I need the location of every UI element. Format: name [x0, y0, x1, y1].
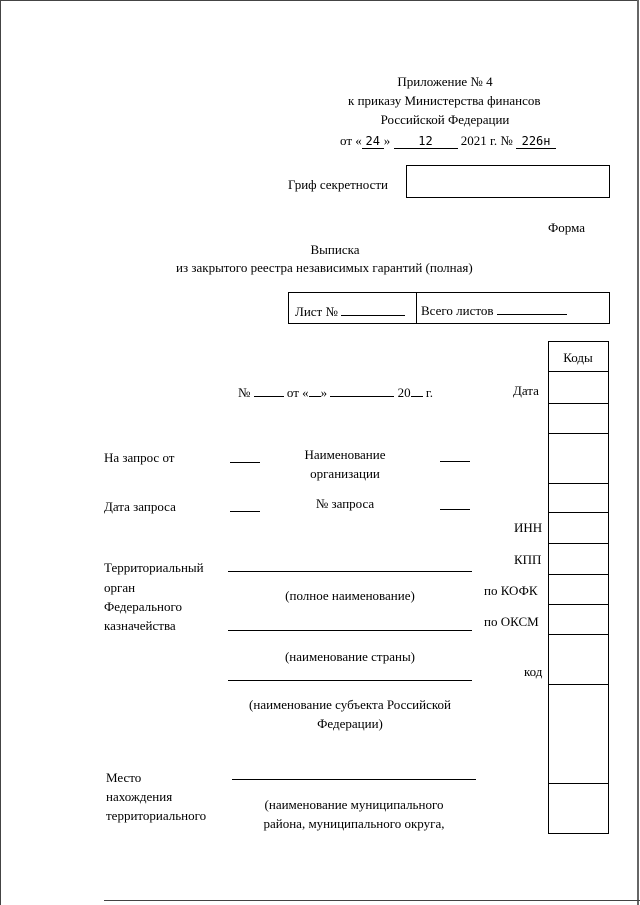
code-cell-divider [548, 574, 608, 575]
order-day: 24 [362, 135, 384, 149]
country-name-field[interactable] [228, 680, 472, 681]
org-name-field[interactable] [440, 461, 470, 462]
hint-subject-1: (наименование субъекта Российской [249, 697, 451, 712]
code-cell-divider [548, 543, 608, 544]
label-oksm: по ОКСМ [484, 614, 539, 629]
order-month: 12 [394, 135, 458, 149]
label-location-1: Место [106, 770, 142, 785]
label-territorial-4: казначейства [104, 618, 176, 633]
label-kod: код [524, 664, 543, 679]
page-border-top [0, 0, 639, 1]
sheet-divider [416, 292, 417, 324]
doc-title: Выписка [310, 242, 360, 257]
label-territorial-3: Федерального [104, 599, 183, 614]
label-okfk: по КОФК [484, 583, 538, 598]
label-org-name-1: Наименование [304, 447, 386, 462]
code-cell-divider [548, 483, 608, 484]
secrecy-label: Гриф секретности [288, 177, 388, 192]
code-cell-divider [548, 684, 608, 685]
hint-subject-2: Федерации) [317, 716, 383, 731]
code-cell-divider [548, 634, 608, 635]
form-label: Форма [548, 220, 585, 235]
appendix-line-2: к приказу Министерства финансов [348, 93, 541, 108]
request-from-field[interactable] [230, 462, 260, 463]
sheet-number-field[interactable] [295, 304, 405, 320]
codes-column [548, 341, 609, 834]
secrecy-field[interactable] [406, 165, 610, 198]
codes-header: Коды [563, 350, 593, 365]
location-field[interactable] [232, 779, 476, 780]
appendix-line-3: Российской Федерации [380, 112, 510, 127]
doc-subtitle: из закрытого реестра независимых гарантий (полная) [176, 260, 473, 275]
code-cell-divider [548, 433, 608, 434]
label-kpp: КПП [514, 552, 542, 567]
number-sign: № [238, 385, 251, 400]
date-mid: » [383, 133, 391, 148]
code-cell-divider [548, 604, 608, 605]
full-name-field[interactable] [228, 630, 472, 631]
label-territorial-1: Территориальный [104, 560, 204, 575]
code-cell-divider [548, 783, 608, 784]
label-location-3: территориального [106, 808, 207, 823]
appendix-line-1: Приложение № 4 [397, 74, 493, 89]
order-year-text: 2021 г. № [460, 133, 513, 148]
label-request-from: На запрос от [104, 450, 175, 465]
sheet-label: Лист № [295, 304, 338, 319]
total-sheets-label: Всего листов [421, 303, 494, 318]
code-cell-divider [548, 371, 608, 372]
code-cell-divider [548, 403, 608, 404]
order-number: 226н [516, 135, 556, 149]
request-no-field[interactable] [440, 509, 470, 510]
label-location-2: нахождения [106, 789, 173, 804]
label-date: Дата [513, 383, 539, 398]
hint-full-name: (полное наименование) [285, 588, 415, 603]
page-border-left [0, 0, 1, 905]
hint-municipal-1: (наименование муниципального [264, 797, 444, 812]
total-sheets-field[interactable] [421, 303, 567, 319]
date-from: от « [286, 385, 309, 400]
request-date-field[interactable] [230, 511, 260, 512]
date-prefix: от « [340, 133, 362, 148]
territorial-organ-field[interactable] [228, 571, 472, 572]
label-request-date: Дата запроса [104, 499, 176, 514]
label-request-no: № запроса [315, 496, 375, 511]
order-date-line [340, 133, 556, 149]
code-cell-divider [548, 512, 608, 513]
label-org-name-2: организации [310, 466, 380, 481]
hint-municipal-2: района, муниципального округа, [263, 816, 445, 831]
page-border-bottom [104, 900, 640, 901]
extract-number-line: № от « » 20 г. [238, 385, 434, 400]
label-inn: ИНН [514, 520, 543, 535]
hint-country-name: (наименование страны) [284, 649, 416, 664]
page-border-right [637, 0, 639, 905]
label-territorial-2: орган [104, 580, 136, 595]
